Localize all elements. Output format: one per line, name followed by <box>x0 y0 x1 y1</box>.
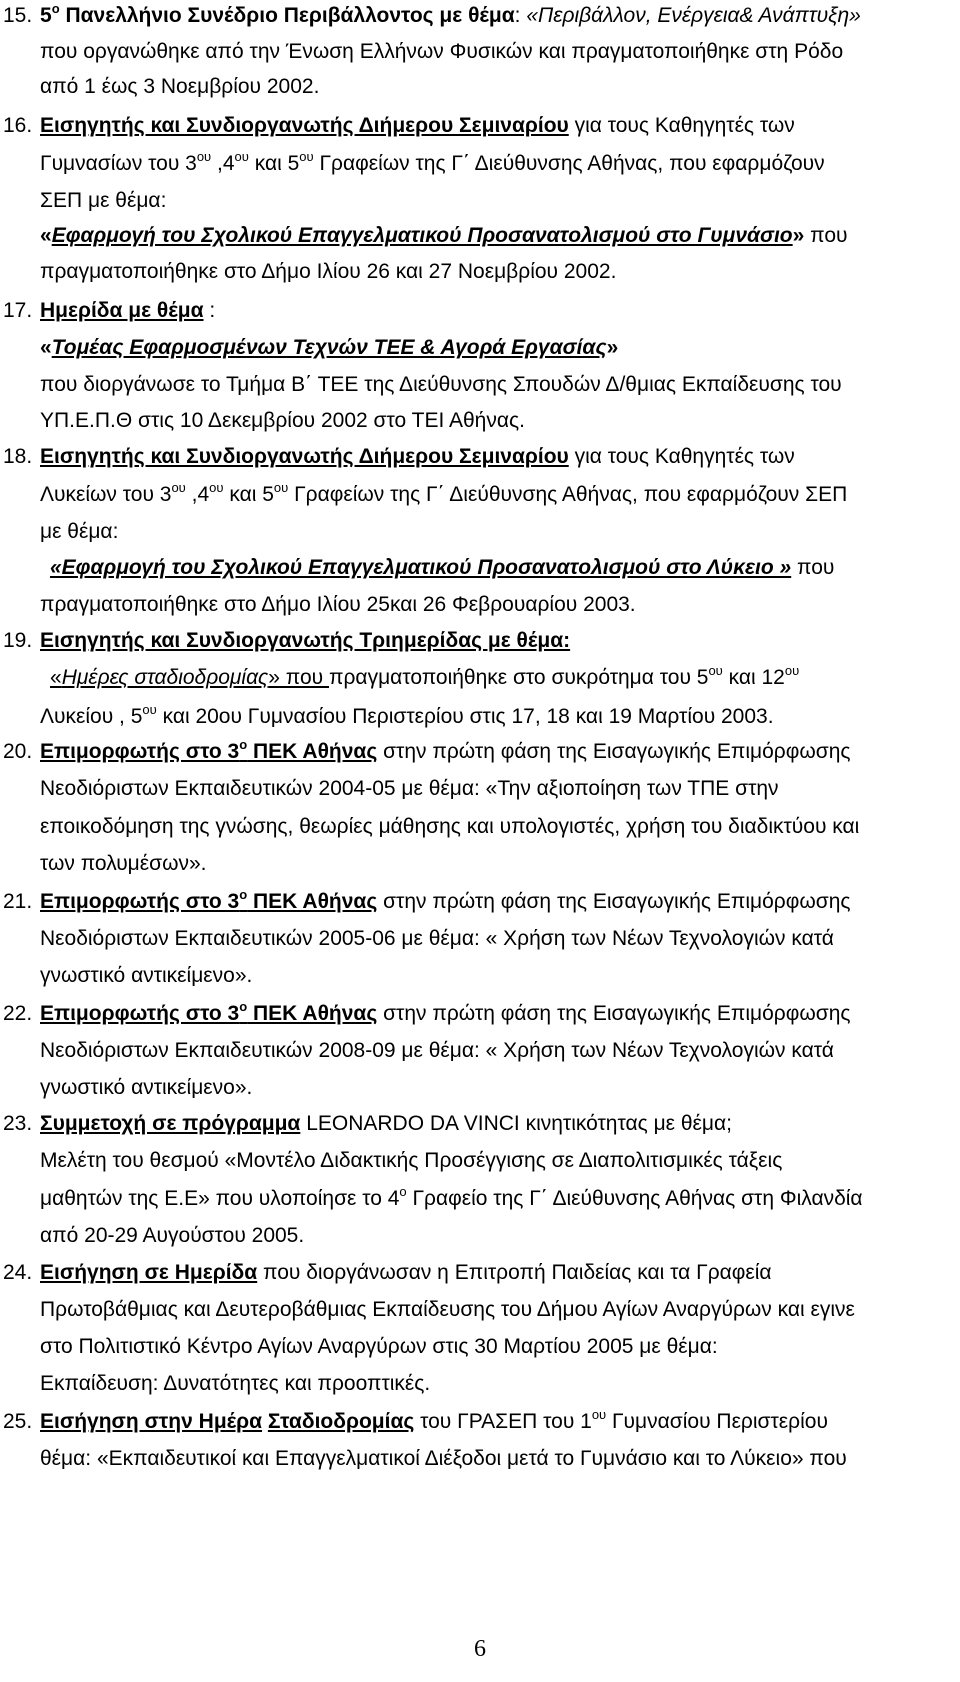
text-line: με θέμα: <box>40 520 119 543</box>
text-line: που διοργάνωσε το Τμήμα Β΄ ΤΕΕ της Διεύθυνσης Σπουδών Δ/θμιας Εκπαίδευσης του <box>40 373 842 396</box>
text-line: γνωστικό αντικείμενο». <box>40 1076 253 1099</box>
text-line: Νεοδιόριστων Εκπαιδευτικών 2005-06 με θέμα: « Χρήση των Νέων Τεχνολογιών κατά <box>40 927 834 950</box>
item-number: 16. <box>3 114 33 137</box>
list-item-19 <box>3 627 890 655</box>
item-number: 18. <box>3 445 33 468</box>
role-title: Σταδιοδρομίας <box>267 1410 415 1433</box>
list-item-21: 21. Επιμορφωτής στο $3^o$ ΠΕΚ Αθήνας στην πρώτη φάση της Εισαγωγικής Επιμόρφωσης <box>40 888 890 916</box>
role-title: Ημερίδα με θέμα <box>40 299 204 322</box>
list-item-25: 25. Εισήγηση στην Ημέρα Σταδιοδρομίας του ΓΡΑΣΕΠ του $1^{o\upsilon}$ Γυμνασίου Περιστερίου <box>40 1408 890 1436</box>
text-line: γνωστικό αντικείμενο». <box>40 964 253 987</box>
text-line: Μελέτη του θεσμού «Μοντέλο Διδακτικής Προσέγγισης σε Διαπολιτισμικές τάξεις <box>40 1149 783 1172</box>
role-title: Εισηγητής και Συνδιοργανωτής Διήμερου Σεμιναρίου <box>40 114 569 137</box>
text-line: «Τομέας Εφαρμοσμένων Τεχνών ΤΕΕ & Αγορά Εργασίας» <box>40 336 619 359</box>
text-line: Λυκείου , $5^{o\upsilon}$ και 20ου Γυμνασίου Περιστερίου στις 17, 18 και 19 Μαρτίου 2003. <box>40 702 774 728</box>
list-item-16: 16. Εισηγητής και Συνδιοργανωτής Διήμερου Σεμιναρίου για τους Καθηγητές των <box>40 112 890 140</box>
list-item-22: 22. Επιμορφωτής στο $3^o$ ΠΕΚ Αθήνας στην πρώτη φάση της Εισαγωγικής Επιμόρφωσης <box>40 1000 890 1028</box>
role-title: Εισήγηση στην Ημέρα <box>40 1410 263 1433</box>
text-line: ΣΕΠ με θέμα: <box>40 189 167 212</box>
role-title: Εισήγηση σε Ημερίδα <box>40 1261 258 1284</box>
text-line: μαθητών της Ε.Ε» που υλοποίησε το $4^o$ Γραφείο της Γ΄ Διεύθυνσης Αθήνας στη Φιλανδία <box>40 1184 863 1210</box>
item-number: 19. <box>3 629 33 652</box>
text-line: Πρωτοβάθμιας και Δευτεροβάθμιας Εκπαίδευσης του Δήμου Αγίων Αναργύρων και εγινε <box>40 1298 855 1321</box>
list-item-20: 20. Επιμορφωτής στο $3^o$ ΠΕΚ Αθήνας στην πρώτη φάση της Εισαγωγικής Επιμόρφωσης <box>40 738 890 766</box>
text-line: «Εφαρμογή του Σχολικού Επαγγελματικού Προσανατολισμού στο Λύκειο » που <box>50 556 835 579</box>
seminar-theme: «Εφαρμογή του Σχολικού Επαγγελματικού Προσανατολισμού στο Λύκειο » <box>50 556 792 579</box>
page-number: 6 <box>474 1636 486 1662</box>
item-number: 25. <box>3 1410 33 1433</box>
text-line: Εκπαίδευση: Δυνατότητες και προοπτικές. <box>40 1372 431 1395</box>
text-line: «Εφαρμογή του Σχολικού Επαγγελματικού Προσανατολισμού στο Γυμνάσιο» που <box>40 224 848 247</box>
text-line: πραγματοποιήθηκε στο Δήμο Ιλίου 25και 26 Φεβρουαρίου 2003. <box>40 593 636 616</box>
item-number: 21. <box>3 890 33 913</box>
conference-title: $5^o$ Πανελλήνιο Συνέδριο Περιβάλλοντος με θέμα <box>40 1 515 27</box>
text-line: Λυκείων του $3^{o\upsilon}$ $,4^{o\upsilon}$ και $5^{o\upsilon}$ Γραφείων της Γ΄ Διεύθυνσης Αθήνας, που εφαρμόζουν ΣΕΠ <box>40 480 848 506</box>
text-line: από 20-29 Αυγούστου 2005. <box>40 1224 305 1247</box>
seminar-theme: Εφαρμογή του Σχολικού Επαγγελματικού Προσανατολισμού στο Γυμνάσιο <box>51 224 793 247</box>
item-number: 22. <box>3 1002 33 1025</box>
role-title: Εισηγητής και Συνδιοργανωτής Διήμερου Σεμιναρίου <box>40 445 569 468</box>
list-item-24: 24. Εισήγηση σε Ημερίδα που διοργάνωσαν η Επιτροπή Παιδείας και τα Γραφεία <box>40 1259 890 1287</box>
role-title: Επιμορφωτής στο $3^o$ ΠΕΚ Αθήνας <box>40 737 378 763</box>
text-line: πραγματοποιήθηκε στο Δήμο Ιλίου 26 και 27 Νοεμβρίου 2002. <box>40 260 617 283</box>
event-theme: Τομέας Εφαρμοσμένων Τεχνών ΤΕΕ & Αγορά Εργασίας <box>51 336 607 359</box>
list-item-18: 18. Εισηγητής και Συνδιοργανωτής Διήμερου Σεμιναρίου για τους Καθηγητές των <box>40 443 890 471</box>
item-number: 23. <box>3 1112 33 1135</box>
item-number: 24. <box>3 1261 33 1284</box>
text-line: εποικοδόμηση της γνώσης, θεωρίες μάθησης και υπολογιστές, χρήση του διαδικτύου και <box>40 815 860 838</box>
item-number: 17. <box>3 299 33 322</box>
text-line: Γυμνασίων του $3^{o\upsilon}$ $,4^{o\upsilon}$ και $5^{o\upsilon}$ Γραφείων της Γ΄ Διεύθυνσης Αθήνας, που εφαρμόζουν <box>40 149 825 175</box>
text-line: των πολυμέσων». <box>40 852 207 875</box>
role-title: Επιμορφωτής στο $3^o$ ΠΕΚ Αθήνας <box>40 887 378 913</box>
text-line: «Ημέρες σταδιοδρομίας» που πραγματοποιήθηκε στο συκρότημα του $5^{o\upsilon}$ και $12^{o\upsilon}$ <box>50 663 800 689</box>
role-title: Εισηγητής και Συνδιοργανωτής Τριημερίδας με θέμα: <box>40 629 571 652</box>
event-theme: Ημέρες σταδιοδρομίας <box>61 666 269 689</box>
list-item-17: 17. Ημερίδα με θέμα : <box>40 297 890 325</box>
list-item-23: 23. Συμμετοχή σε πρόγραμμα LEONARDO DA VINCI κινητικότητας με θέμα; <box>40 1110 890 1138</box>
role-title: Επιμορφωτής στο $3^o$ ΠΕΚ Αθήνας <box>40 999 378 1025</box>
text-line: θέμα: «Εκπαιδευτικοί και Επαγγελματικοί Διέξοδοι μετά το Γυμνάσιο και το Λύκειο» που <box>40 1447 847 1470</box>
list-item-15: 15. $5^o$ Πανελλήνιο Συνέδριο Περιβάλλοντος με θέμα: «Περιβάλλον, Ενέργεια& Ανάπτυξη» <box>40 2 890 30</box>
text-line: στο Πολιτιστικό Κέντρο Αγίων Αναργύρων στις 30 Μαρτίου 2005 με θέμα: <box>40 1335 718 1358</box>
item-number: 20. <box>3 740 33 763</box>
role-title: Συμμετοχή σε πρόγραμμα <box>40 1112 301 1135</box>
text-line: Νεοδιόριστων Εκπαιδευτικών 2008-09 με θέμα: « Χρήση των Νέων Τεχνολογιών κατά <box>40 1039 834 1062</box>
text-line: Νεοδιόριστων Εκπαιδευτικών 2004-05 με θέμα: «Την αξιοποίηση των ΤΠΕ στην <box>40 777 779 800</box>
item-number: 15. <box>3 4 33 27</box>
text-line: ΥΠ.Ε.Π.Θ στις 10 Δεκεμβρίου 2002 στο ΤΕΙ Αθήνας. <box>40 409 525 432</box>
text-line: από 1 έως 3 Νοεμβρίου 2002. <box>40 75 320 98</box>
conference-theme: «Περιβάλλον, Ενέργεια& Ανάπτυξη» <box>526 4 861 27</box>
text-line: που οργανώθηκε από την Ένωση Ελλήνων Φυσικών και πραγματοποιήθηκε στη Ρόδο <box>40 40 844 63</box>
